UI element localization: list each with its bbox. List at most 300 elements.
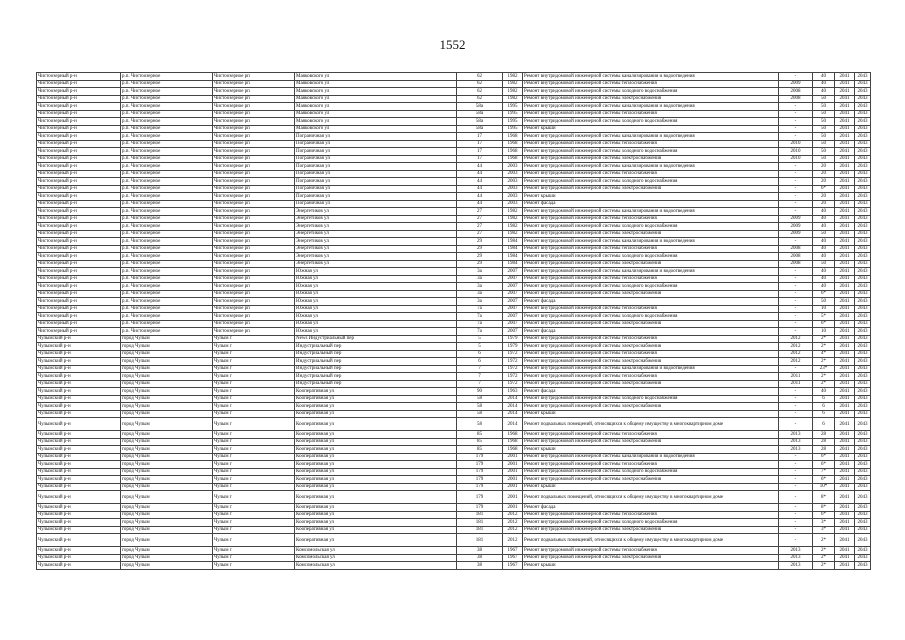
street-cell: Южная ул: [295, 298, 457, 306]
house-number-cell: 3а: [457, 298, 503, 306]
house-number-cell: 58а: [457, 103, 503, 111]
locality-cell: Чистоозерное рп: [213, 238, 295, 246]
locality-cell: Чулым г: [213, 365, 295, 373]
work-type-cell: Ремонт внутридомовой инженерной системы электроснабжения: [523, 155, 779, 163]
locality-cell: Чистоозерное рп: [213, 73, 295, 81]
settlement-cell: город Чулым: [121, 547, 213, 555]
work-type-cell: Ремонт внутридомовой инженерной системы электроснабжения: [523, 95, 779, 103]
wear-percent-cell: 28: [813, 446, 835, 454]
build-year-cell: 1979: [503, 343, 523, 351]
wear-percent-cell: 8*: [813, 491, 835, 504]
locality-cell: Чистоозерное рп: [213, 245, 295, 253]
work-type-cell: Ремонт внутридомовой инженерной системы электроснабжения: [523, 526, 779, 534]
table-row: [37, 320, 871, 328]
start-year-cell: 2041: [835, 410, 855, 418]
work-type-cell: Ремонт подвальных помещений, относящихся к общему имуществу в многоквартирном доме: [523, 491, 779, 504]
build-year-cell: 2003: [503, 200, 523, 208]
house-number-cell: 29: [457, 253, 503, 261]
locality-cell: Чулым г: [213, 504, 295, 512]
start-year-cell: 2041: [835, 110, 855, 118]
wear-percent-cell: 50: [813, 133, 835, 141]
work-type-cell: Ремонт подвальных помещений, относящихся к общему имуществу в многоквартирном доме: [523, 534, 779, 547]
last-repair-year-cell: 2013: [779, 554, 813, 562]
start-year-cell: 2041: [835, 476, 855, 484]
last-repair-year-cell: -: [779, 504, 813, 512]
end-year-cell: 2043: [855, 155, 871, 163]
wear-percent-cell: 6: [813, 403, 835, 411]
work-type-cell: Ремонт внутридомовой инженерной системы канализирования и водоотведения: [523, 103, 779, 111]
end-year-cell: 2043: [855, 328, 871, 336]
settlement-cell: город Чулым: [121, 410, 213, 418]
locality-cell: Чистоозерное рп: [213, 193, 295, 201]
wear-percent-cell: 2*: [813, 343, 835, 351]
start-year-cell: 2041: [835, 290, 855, 298]
start-year-cell: 2041: [835, 178, 855, 186]
district-cell: Чистоозерный р-н: [37, 283, 121, 291]
house-number-cell: 7а: [457, 313, 503, 321]
wear-percent-cell: 6*: [813, 185, 835, 193]
street-cell: Южная ул: [295, 320, 457, 328]
last-repair-year-cell: -: [779, 298, 813, 306]
table-row: [37, 200, 871, 208]
start-year-cell: 2041: [835, 253, 855, 261]
start-year-cell: 2041: [835, 343, 855, 351]
work-type-cell: Ремонт внутридомовой инженерной системы холодного водоснабжения: [523, 313, 779, 321]
district-cell: Чистоозерный р-н: [37, 140, 121, 148]
start-year-cell: 2041: [835, 95, 855, 103]
wear-percent-cell: 40: [813, 215, 835, 223]
end-year-cell: 2043: [855, 268, 871, 276]
settlement-cell: р.п. Чистоозерное: [121, 238, 213, 246]
build-year-cell: 2007: [503, 313, 523, 321]
street-cell: Южная ул: [295, 275, 457, 283]
work-type-cell: Ремонт фасада: [523, 298, 779, 306]
last-repair-year-cell: -: [779, 511, 813, 519]
locality-cell: Чистоозерное рп: [213, 268, 295, 276]
house-number-cell: 58: [457, 403, 503, 411]
work-type-cell: Ремонт внутридомовой инженерной системы теплоснабжения: [523, 140, 779, 148]
house-number-cell: 179: [457, 468, 503, 476]
settlement-cell: город Чулым: [121, 343, 213, 351]
end-year-cell: 2043: [855, 200, 871, 208]
end-year-cell: 2043: [855, 534, 871, 547]
work-type-cell: Ремонт внутридомовой инженерной системы теплоснабжения: [523, 335, 779, 343]
locality-cell: Чистоозерное рп: [213, 148, 295, 156]
build-year-cell: 1968: [503, 148, 523, 156]
last-repair-year-cell: -: [779, 118, 813, 126]
wear-percent-cell: 2*: [813, 554, 835, 562]
wear-percent-cell: 40: [813, 275, 835, 283]
street-cell: Пограничная ул: [295, 148, 457, 156]
build-year-cell: 1972: [503, 350, 523, 358]
street-cell: Кооперативная ул: [295, 511, 457, 519]
district-cell: Чулымский р-н: [37, 534, 121, 547]
last-repair-year-cell: -: [779, 476, 813, 484]
district-cell: Чистоозерный р-н: [37, 133, 121, 141]
build-year-cell: 1982: [503, 208, 523, 216]
table-row: [37, 358, 871, 366]
house-number-cell: 181: [457, 511, 503, 519]
last-repair-year-cell: -: [779, 268, 813, 276]
work-type-cell: Ремонт внутридомовой инженерной системы электроснабжения: [523, 185, 779, 193]
district-cell: Чистоозерный р-н: [37, 268, 121, 276]
table-row: [37, 245, 871, 253]
street-cell: Маяковского ул: [295, 125, 457, 133]
build-year-cell: 2007: [503, 305, 523, 313]
street-cell: Индустриальный пер: [295, 380, 457, 388]
table-row: [37, 230, 871, 238]
settlement-cell: город Чулым: [121, 476, 213, 484]
end-year-cell: 2043: [855, 178, 871, 186]
house-number-cell: 27: [457, 215, 503, 223]
house-number-cell: 7а: [457, 305, 503, 313]
table-row: [37, 163, 871, 171]
wear-percent-cell: 6*: [813, 461, 835, 469]
last-repair-year-cell: 2012: [779, 343, 813, 351]
locality-cell: Чулым г: [213, 519, 295, 527]
build-year-cell: 2007: [503, 328, 523, 336]
start-year-cell: 2041: [835, 380, 855, 388]
street-cell: Кооперативная ул: [295, 526, 457, 534]
wear-percent-cell: 50: [813, 155, 835, 163]
house-number-cell: 38: [457, 547, 503, 555]
build-year-cell: 1972: [503, 373, 523, 381]
end-year-cell: 2043: [855, 504, 871, 512]
district-cell: Чулымский р-н: [37, 358, 121, 366]
start-year-cell: 2041: [835, 305, 855, 313]
table-row: [37, 431, 871, 439]
house-number-cell: 179: [457, 491, 503, 504]
district-cell: Чулымский р-н: [37, 335, 121, 343]
locality-cell: Чистоозерное рп: [213, 178, 295, 186]
district-cell: Чулымский р-н: [37, 410, 121, 418]
build-year-cell: 2014: [503, 418, 523, 431]
build-year-cell: 1982: [503, 230, 523, 238]
district-cell: Чулымский р-н: [37, 504, 121, 512]
district-cell: Чистоозерный р-н: [37, 260, 121, 268]
locality-cell: Чистоозерное рп: [213, 283, 295, 291]
work-type-cell: Ремонт внутридомовой инженерной системы теплоснабжения: [523, 305, 779, 313]
settlement-cell: р.п. Чистоозерное: [121, 170, 213, 178]
table-row: [37, 491, 871, 504]
start-year-cell: 2041: [835, 468, 855, 476]
start-year-cell: 2041: [835, 268, 855, 276]
settlement-cell: р.п. Чистоозерное: [121, 260, 213, 268]
street-cell: Пограничная ул: [295, 200, 457, 208]
build-year-cell: 1972: [503, 358, 523, 366]
house-number-cell: 85: [457, 446, 503, 454]
table-row: [37, 511, 871, 519]
settlement-cell: р.п. Чистоозерное: [121, 133, 213, 141]
end-year-cell: 2043: [855, 298, 871, 306]
district-cell: Чистоозерный р-н: [37, 238, 121, 246]
build-year-cell: 2001: [503, 504, 523, 512]
last-repair-year-cell: -: [779, 125, 813, 133]
street-cell: Индустриальный пер: [295, 358, 457, 366]
district-cell: Чистоозерный р-н: [37, 200, 121, 208]
work-type-cell: Ремонт крыши: [523, 125, 779, 133]
work-type-cell: Ремонт внутридомовой инженерной системы теплоснабжения: [523, 170, 779, 178]
wear-percent-cell: 6*: [813, 320, 835, 328]
wear-percent-cell: 40: [813, 88, 835, 96]
end-year-cell: 2043: [855, 110, 871, 118]
work-type-cell: Ремонт внутридомовой инженерной системы теплоснабжения: [523, 215, 779, 223]
work-type-cell: Ремонт фасада: [523, 200, 779, 208]
end-year-cell: 2043: [855, 358, 871, 366]
build-year-cell: 2007: [503, 283, 523, 291]
settlement-cell: р.п. Чистоозерное: [121, 230, 213, 238]
locality-cell: Чулым г: [213, 350, 295, 358]
street-cell: Маяковского ул: [295, 103, 457, 111]
start-year-cell: 2041: [835, 148, 855, 156]
house-number-cell: 179: [457, 504, 503, 512]
locality-cell: Чистоозерное рп: [213, 103, 295, 111]
last-repair-year-cell: -: [779, 170, 813, 178]
work-type-cell: Ремонт внутридомовой инженерной системы канализирования и водоотведения: [523, 365, 779, 373]
district-cell: Чулымский р-н: [37, 388, 121, 396]
last-repair-year-cell: -: [779, 410, 813, 418]
build-year-cell: 2001: [503, 483, 523, 491]
district-cell: Чулымский р-н: [37, 373, 121, 381]
wear-percent-cell: 3*: [813, 526, 835, 534]
locality-cell: Чистоозерное рп: [213, 163, 295, 171]
district-cell: Чистоозерный р-н: [37, 223, 121, 231]
start-year-cell: 2041: [835, 365, 855, 373]
wear-percent-cell: 2*: [813, 380, 835, 388]
house-number-cell: 27: [457, 208, 503, 216]
last-repair-year-cell: -: [779, 178, 813, 186]
street-cell: Маяковского ул: [295, 73, 457, 81]
settlement-cell: город Чулым: [121, 554, 213, 562]
street-cell: Кооперативная ул: [295, 519, 457, 527]
locality-cell: Чулым г: [213, 483, 295, 491]
settlement-cell: р.п. Чистоозерное: [121, 125, 213, 133]
end-year-cell: 2043: [855, 193, 871, 201]
district-cell: Чулымский р-н: [37, 395, 121, 403]
locality-cell: Чистоозерное рп: [213, 253, 295, 261]
street-cell: Энергетиков ул: [295, 245, 457, 253]
work-type-cell: Ремонт фасада: [523, 504, 779, 512]
table-row: [37, 73, 871, 81]
start-year-cell: 2041: [835, 534, 855, 547]
end-year-cell: 2043: [855, 170, 871, 178]
locality-cell: Чистоозерное рп: [213, 88, 295, 96]
last-repair-year-cell: -: [779, 365, 813, 373]
start-year-cell: 2041: [835, 511, 855, 519]
street-cell: Пограничная ул: [295, 178, 457, 186]
start-year-cell: 2041: [835, 403, 855, 411]
work-type-cell: Ремонт внутридомовой инженерной системы теплоснабжения: [523, 431, 779, 439]
start-year-cell: 2041: [835, 504, 855, 512]
street-cell: Энергетиков ул: [295, 253, 457, 261]
house-number-cell: 179: [457, 476, 503, 484]
house-number-cell: 179: [457, 483, 503, 491]
last-repair-year-cell: 2009: [779, 230, 813, 238]
street-cell: Кооперативная ул: [295, 468, 457, 476]
district-cell: Чулымский р-н: [37, 547, 121, 555]
settlement-cell: город Чулым: [121, 373, 213, 381]
build-year-cell: 2001: [503, 476, 523, 484]
work-type-cell: Ремонт внутридомовой инженерной системы холодного водоснабжения: [523, 519, 779, 527]
wear-percent-cell: 2*: [813, 335, 835, 343]
start-year-cell: 2041: [835, 446, 855, 454]
wear-percent-cell: 20: [813, 170, 835, 178]
start-year-cell: 2041: [835, 358, 855, 366]
last-repair-year-cell: 2009: [779, 223, 813, 231]
settlement-cell: город Чулым: [121, 380, 213, 388]
table-row: [37, 365, 871, 373]
table-row: [37, 253, 871, 261]
end-year-cell: 2043: [855, 468, 871, 476]
start-year-cell: 2041: [835, 170, 855, 178]
locality-cell: Чулым г: [213, 418, 295, 431]
street-cell: Энергетиков ул: [295, 260, 457, 268]
start-year-cell: 2041: [835, 215, 855, 223]
settlement-cell: город Чулым: [121, 365, 213, 373]
locality-cell: Чулым г: [213, 554, 295, 562]
street-cell: Кооперативная ул: [295, 491, 457, 504]
house-number-cell: 7а: [457, 320, 503, 328]
street-cell: Кооперативная ул: [295, 453, 457, 461]
table-row: [37, 476, 871, 484]
settlement-cell: р.п. Чистоозерное: [121, 328, 213, 336]
wear-percent-cell: 40: [813, 208, 835, 216]
locality-cell: Чистоозерное рп: [213, 223, 295, 231]
build-year-cell: 1968: [503, 155, 523, 163]
district-cell: Чулымский р-н: [37, 491, 121, 504]
house-number-cell: 5: [457, 335, 503, 343]
wear-percent-cell: 20: [813, 163, 835, 171]
last-repair-year-cell: -: [779, 388, 813, 396]
district-cell: Чистоозерный р-н: [37, 275, 121, 283]
end-year-cell: 2043: [855, 388, 871, 396]
house-number-cell: 7: [457, 373, 503, 381]
house-number-cell: 7: [457, 365, 503, 373]
start-year-cell: 2041: [835, 238, 855, 246]
end-year-cell: 2043: [855, 395, 871, 403]
house-number-cell: 38: [457, 554, 503, 562]
settlement-cell: город Чулым: [121, 468, 213, 476]
house-number-cell: 44: [457, 178, 503, 186]
last-repair-year-cell: 2008: [779, 253, 813, 261]
house-number-cell: 85: [457, 438, 503, 446]
work-type-cell: Ремонт внутридомовой инженерной системы холодного водоснабжения: [523, 223, 779, 231]
last-repair-year-cell: 2012: [779, 350, 813, 358]
district-cell: Чистоозерный р-н: [37, 73, 121, 81]
district-cell: Чистоозерный р-н: [37, 103, 121, 111]
document-table: [36, 72, 871, 570]
end-year-cell: 2043: [855, 185, 871, 193]
end-year-cell: 2043: [855, 260, 871, 268]
district-cell: Чистоозерный р-н: [37, 215, 121, 223]
wear-percent-cell: 50: [813, 140, 835, 148]
end-year-cell: 2043: [855, 238, 871, 246]
locality-cell: Чистоозерное рп: [213, 95, 295, 103]
work-type-cell: Ремонт внутридомовой инженерной системы канализирования и водоотведения: [523, 268, 779, 276]
house-number-cell: 7: [457, 380, 503, 388]
end-year-cell: 2043: [855, 418, 871, 431]
district-cell: Чулымский р-н: [37, 380, 121, 388]
settlement-cell: город Чулым: [121, 562, 213, 570]
locality-cell: Чулым г: [213, 461, 295, 469]
wear-percent-cell: 6*: [813, 511, 835, 519]
end-year-cell: 2043: [855, 73, 871, 81]
house-number-cell: 62: [457, 88, 503, 96]
build-year-cell: 1984: [503, 260, 523, 268]
work-type-cell: Ремонт внутридомовой инженерной системы электроснабжения: [523, 290, 779, 298]
start-year-cell: 2041: [835, 88, 855, 96]
house-number-cell: 58а: [457, 118, 503, 126]
settlement-cell: р.п. Чистоозерное: [121, 253, 213, 261]
start-year-cell: 2041: [835, 73, 855, 81]
street-cell: Кооперативная ул: [295, 504, 457, 512]
locality-cell: Чистоозерное рп: [213, 260, 295, 268]
start-year-cell: 2041: [835, 208, 855, 216]
locality-cell: Чулым г: [213, 547, 295, 555]
last-repair-year-cell: 2010: [779, 155, 813, 163]
build-year-cell: 1984: [503, 253, 523, 261]
street-cell: Индустриальный пер: [295, 365, 457, 373]
table-row: [37, 275, 871, 283]
start-year-cell: 2041: [835, 80, 855, 88]
start-year-cell: 2041: [835, 395, 855, 403]
house-number-cell: 85: [457, 431, 503, 439]
locality-cell: Чулым г: [213, 562, 295, 570]
settlement-cell: р.п. Чистоозерное: [121, 275, 213, 283]
table-row: [37, 403, 871, 411]
wear-percent-cell: 6: [813, 395, 835, 403]
settlement-cell: р.п. Чистоозерное: [121, 178, 213, 186]
last-repair-year-cell: 2009: [779, 215, 813, 223]
last-repair-year-cell: -: [779, 461, 813, 469]
street-cell: Пограничная ул: [295, 193, 457, 201]
district-cell: Чистоозерный р-н: [37, 170, 121, 178]
settlement-cell: город Чулым: [121, 461, 213, 469]
settlement-cell: город Чулым: [121, 403, 213, 411]
house-number-cell: 44: [457, 185, 503, 193]
street-cell: Комсомольская ул: [295, 554, 457, 562]
locality-cell: Чулым г: [213, 526, 295, 534]
district-cell: Чулымский р-н: [37, 446, 121, 454]
wear-percent-cell: 40: [813, 80, 835, 88]
house-number-cell: 17: [457, 155, 503, 163]
district-cell: Чистоозерный р-н: [37, 313, 121, 321]
end-year-cell: 2043: [855, 491, 871, 504]
table-row: [37, 562, 871, 570]
last-repair-year-cell: 2009: [779, 80, 813, 88]
settlement-cell: р.п. Чистоозерное: [121, 223, 213, 231]
table-row: [37, 335, 871, 343]
start-year-cell: 2041: [835, 125, 855, 133]
end-year-cell: 2043: [855, 453, 871, 461]
locality-cell: Чистоозерное рп: [213, 118, 295, 126]
build-year-cell: 2001: [503, 461, 523, 469]
settlement-cell: р.п. Чистоозерное: [121, 215, 213, 223]
last-repair-year-cell: -: [779, 483, 813, 491]
start-year-cell: 2041: [835, 328, 855, 336]
table-body: [37, 73, 871, 570]
district-cell: Чистоозерный р-н: [37, 208, 121, 216]
district-cell: Чулымский р-н: [37, 431, 121, 439]
work-type-cell: Ремонт крыши: [523, 483, 779, 491]
work-type-cell: Ремонт внутридомовой инженерной системы холодного водоснабжения: [523, 395, 779, 403]
end-year-cell: 2043: [855, 554, 871, 562]
table-row: [37, 534, 871, 547]
district-cell: Чистоозерный р-н: [37, 185, 121, 193]
table-row: [37, 238, 871, 246]
last-repair-year-cell: -: [779, 275, 813, 283]
end-year-cell: 2043: [855, 365, 871, 373]
